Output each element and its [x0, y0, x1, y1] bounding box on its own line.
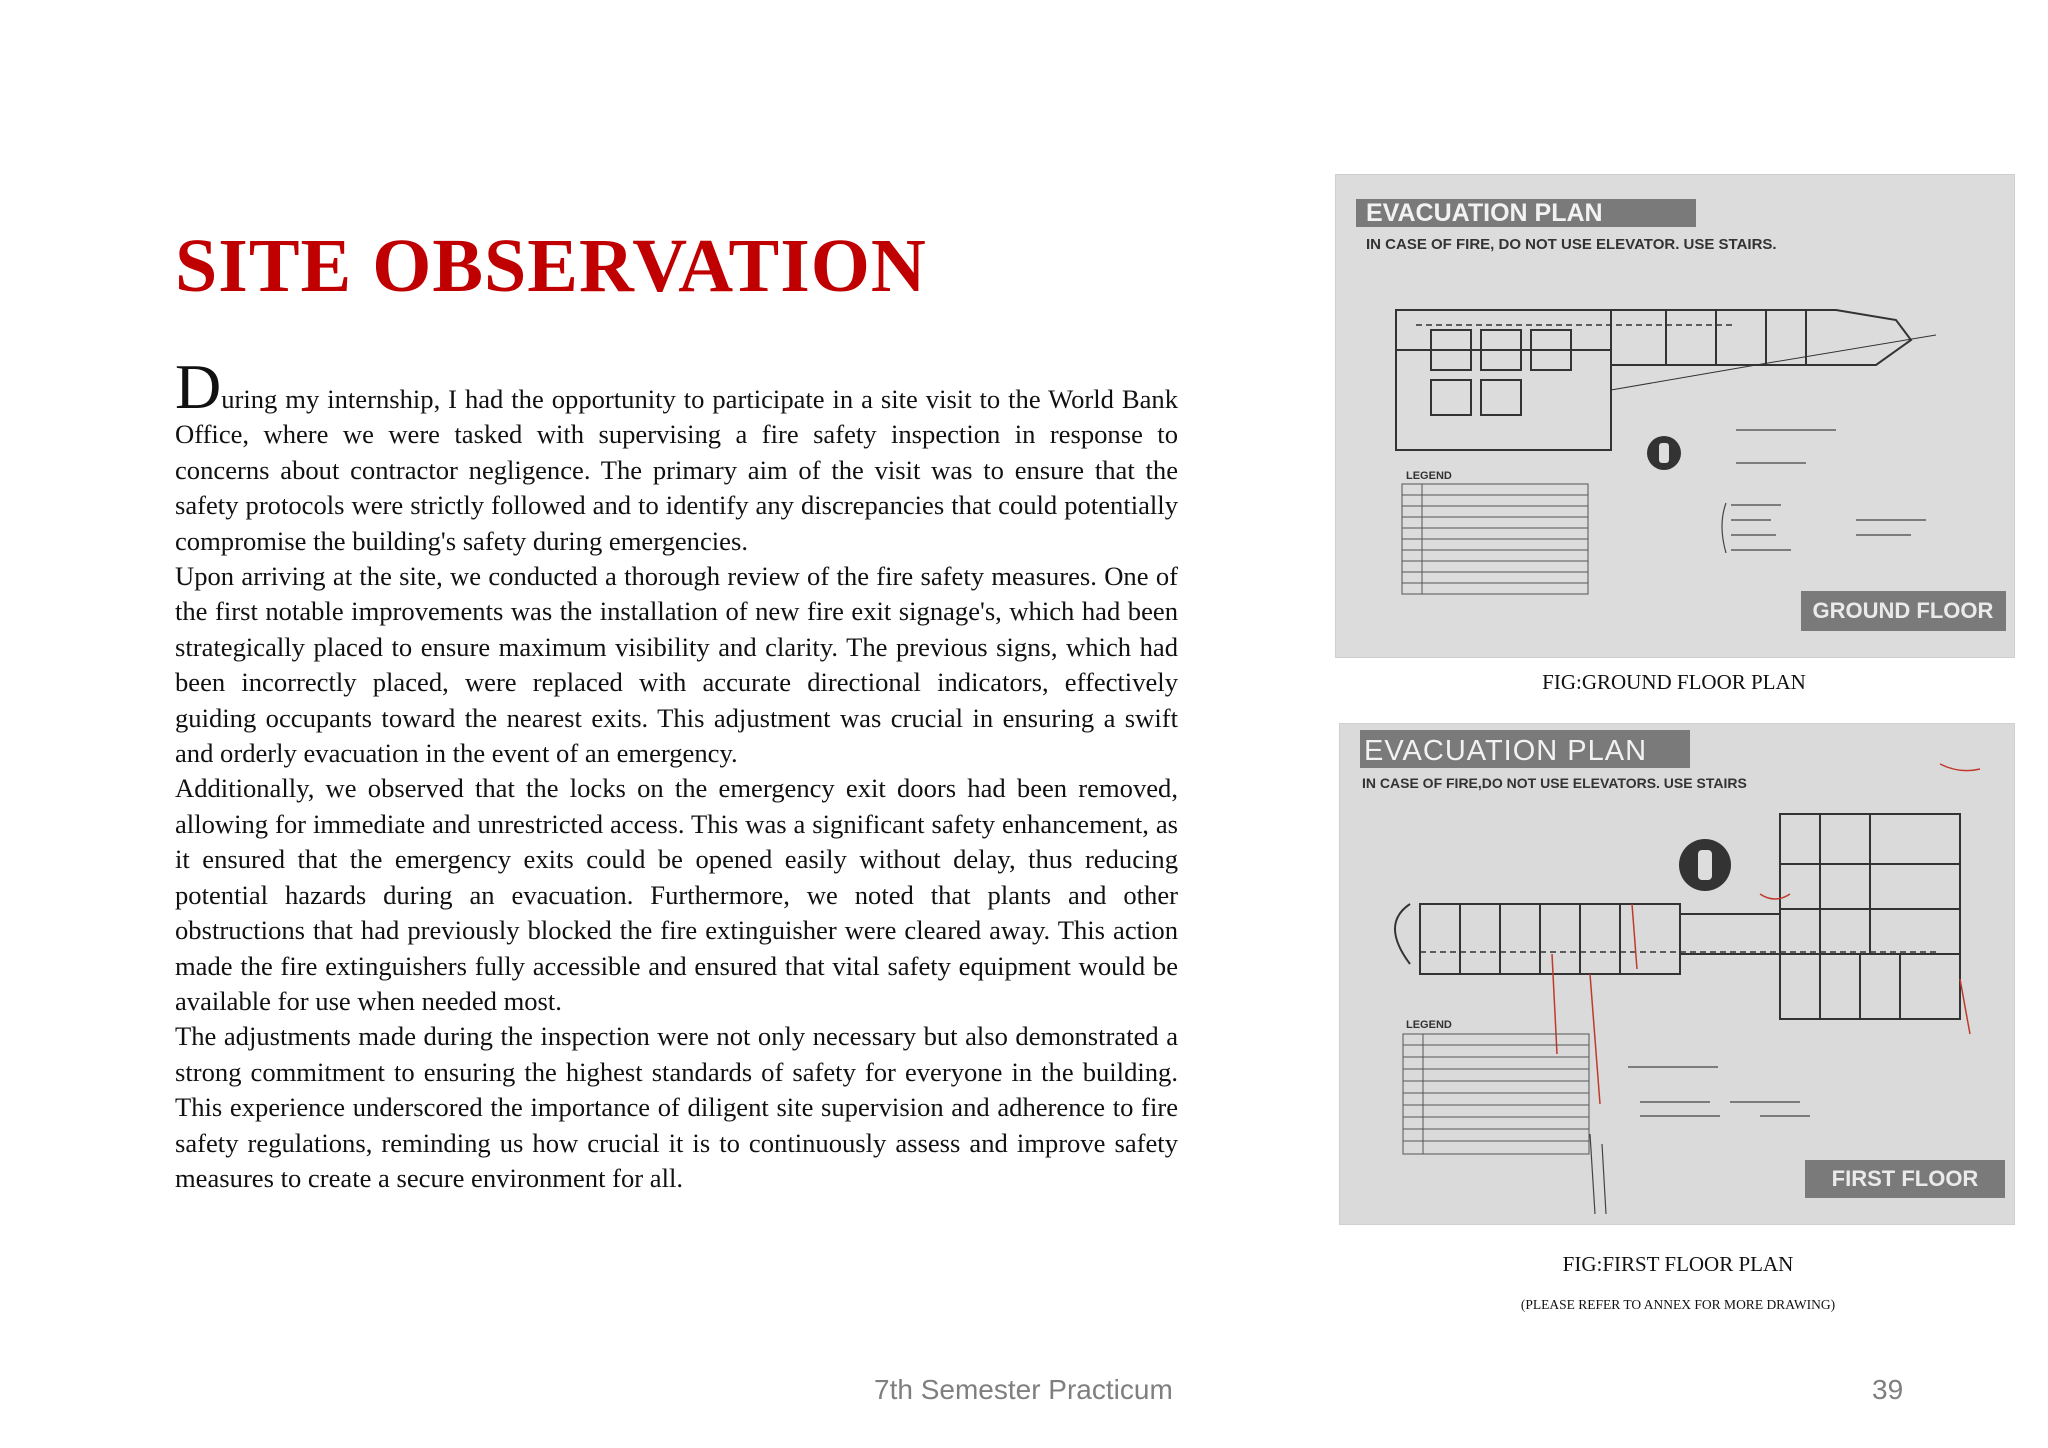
- ground-floor-plan-image: [1335, 174, 2015, 658]
- plan-header: EVACUATION PLAN: [1364, 735, 1648, 767]
- page-title: SITE OBSERVATION: [175, 224, 927, 308]
- page-number: 39: [1872, 1374, 1904, 1405]
- plan-header: EVACUATION PLAN: [1366, 199, 1603, 227]
- first-floor-plan-image: [1339, 723, 2015, 1225]
- figure-caption-ground: FIG:GROUND FLOOR PLAN: [1542, 670, 1806, 694]
- paragraph-intro: [175, 351, 1178, 559]
- plan-subheader: IN CASE OF FIRE,DO NOT USE ELEVATORS. USE STAIRS: [1362, 775, 1747, 791]
- legend-title: LEGEND: [1406, 1019, 1452, 1031]
- floor-label: GROUND FLOOR: [1812, 598, 1994, 623]
- figure-caption-first: FIG:FIRST FLOOR PLAN: [1562, 1252, 1794, 1276]
- paragraph-signage: Upon arriving at the site, we conducted a thorough review of the fire safety measures. One of the first notable improvements was the installation of new fire exit signage's, which had been strategically placed to ensure maximum visibility and clarity. The previous signs, which had been incorrectly placed, were replaced with accurate directional indicators, effectively guiding occupants toward the nearest exits. This adjustment was crucial in ensuring a swift and orderly evacuation in the event of an emergency.: [175, 561, 1178, 769]
- plan-subheader: IN CASE OF FIRE, DO NOT USE ELEVATOR. USE STAIRS.: [1366, 236, 1777, 253]
- floor-label: FIRST FLOOR: [1831, 1166, 1979, 1191]
- drop-cap: D: [175, 351, 222, 422]
- footer-label: 7th Semester Practicum: [874, 1374, 1173, 1405]
- paragraph-locks: Additionally, we observed that the locks on the emergency exit doors had been removed, allowing for immediate and unrestricted access. This was a significant safety enhancement, as it ensured that the emergency exits could be opened easily without delay, thus reducing potential hazards during an evacuation. Furthermore, we noted that plants and other obstructions that had previously blocked the fire extinguisher were cleared away. This action made the fire extinguishers fully accessible and ensured that vital safety equipment would be available for use when needed most.: [175, 773, 1178, 1016]
- body-text: [175, 351, 1178, 1196]
- annex-note: (PLEASE REFER TO ANNEX FOR MORE DRAWING): [1520, 1297, 1836, 1312]
- paragraph-intro-text: uring my internship, I had the opportunity to participate in a site visit to the World Bank Office, where we were tasked with supervising a fire safety inspection in response to concerns about contractor negligence. The primary aim of the visit was to ensure that the safety protocols were strictly followed and to identify any discrepancies that could potentially compromise the building's safety during emergencies.: [175, 384, 1178, 556]
- paragraph-conclusion: The adjustments made during the inspection were not only necessary but also demonstrated a strong commitment to ensuring the highest standards of safety for everyone in the building. This experience underscored the importance of diligent site supervision and adherence to fire safety regulations, reminding us how crucial it is to continuously assess and improve safety measures to create a secure environment for all.: [175, 1021, 1178, 1193]
- legend-title: LEGEND: [1406, 470, 1452, 482]
